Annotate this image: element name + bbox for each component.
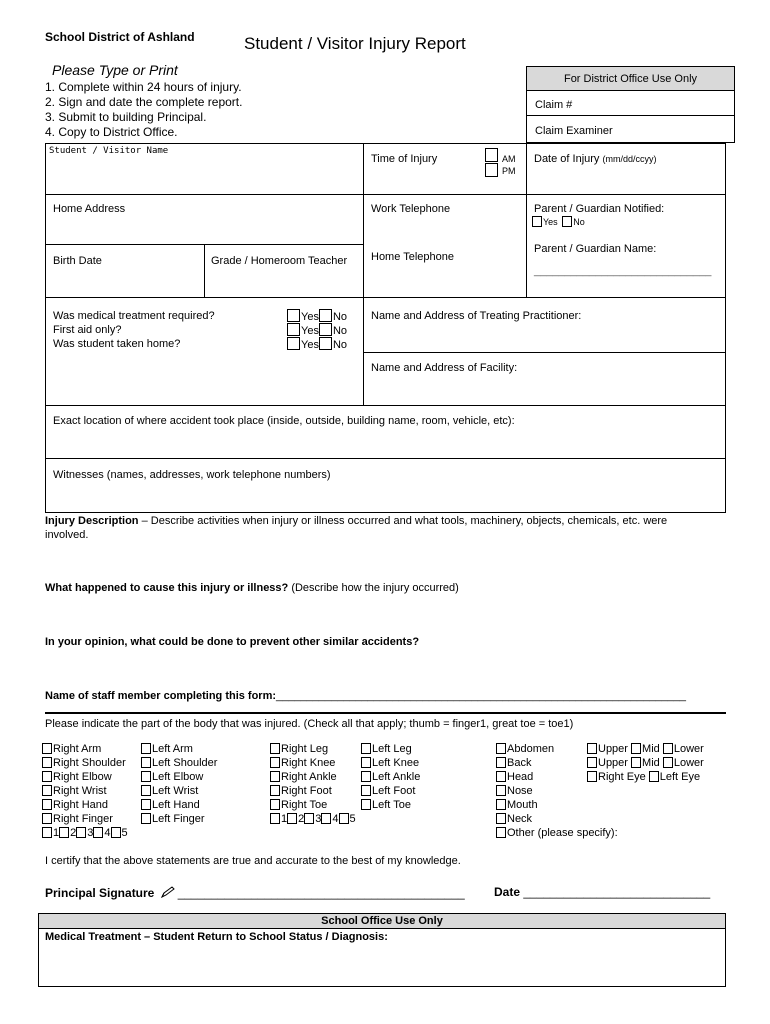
question-first-aid: First aid only? bbox=[53, 324, 122, 336]
work-phone-label[interactable]: Work Telephone bbox=[371, 203, 451, 215]
guardian-notified-label: Parent / Guardian Notified: bbox=[534, 203, 665, 215]
body-instruction: Please indicate the part of the body that was injured. (Check all that apply; thumb = finger1, great toe = toe1) bbox=[45, 718, 574, 730]
yes-label: Yes bbox=[301, 339, 319, 351]
checkbox[interactable] bbox=[663, 757, 673, 768]
injury-description[interactable]: Injury Description – Describe activities when injury or illness occurred and what tools, machinery, objects, chemicals, etc. were bbox=[45, 515, 668, 527]
firstaid-yes-checkbox[interactable] bbox=[287, 323, 300, 336]
takenhome-yes-checkbox[interactable] bbox=[287, 337, 300, 350]
body-col-right-arm bbox=[42, 742, 128, 840]
checkbox[interactable] bbox=[361, 757, 371, 768]
cause-question[interactable]: What happened to cause this injury or illness? (Describe how the injury occurred) bbox=[45, 582, 459, 594]
body-part-item[interactable]: Right Ankle bbox=[270, 770, 356, 784]
birth-date-label[interactable]: Birth Date bbox=[53, 255, 102, 267]
medical-yes-checkbox[interactable] bbox=[287, 309, 300, 322]
body-part-item[interactable]: Left Elbow bbox=[141, 770, 217, 784]
body-part-item[interactable]: Right Arm bbox=[42, 742, 128, 756]
claim-number-label[interactable]: Claim # bbox=[535, 99, 573, 111]
guardian-no-checkbox[interactable] bbox=[562, 216, 572, 227]
signature-row bbox=[45, 886, 465, 899]
checkbox[interactable] bbox=[111, 827, 121, 838]
staff-member[interactable]: Name of staff member completing this form:___________________________________________________________________ bbox=[45, 690, 686, 702]
body-part-item[interactable]: Left Arm bbox=[141, 742, 217, 756]
guardian-name-label[interactable]: Parent / Guardian Name: bbox=[534, 243, 657, 255]
checkbox[interactable] bbox=[76, 827, 86, 838]
checkbox[interactable] bbox=[496, 743, 506, 754]
body-part-item[interactable]: Left Shoulder bbox=[141, 756, 217, 770]
district-office-heading: For District Office Use Only bbox=[563, 73, 698, 85]
checkbox[interactable] bbox=[141, 757, 151, 768]
firstaid-no-checkbox[interactable] bbox=[319, 323, 332, 336]
checkbox[interactable] bbox=[631, 743, 641, 754]
checkbox[interactable] bbox=[141, 813, 151, 824]
checkbox[interactable] bbox=[361, 785, 371, 796]
body-part-item[interactable]: Left Finger bbox=[141, 812, 217, 826]
district-name: School District of Ashland bbox=[45, 30, 195, 44]
checkbox[interactable] bbox=[496, 799, 506, 810]
guardian-no-label: No bbox=[573, 217, 585, 227]
body-part-item[interactable]: Right Hand bbox=[42, 798, 128, 812]
body-part-item[interactable]: Other (please specify): bbox=[496, 826, 618, 840]
yes-label: Yes bbox=[301, 311, 319, 323]
report-title: Student / Visitor Injury Report bbox=[244, 34, 466, 53]
checkbox[interactable] bbox=[287, 813, 297, 824]
checkbox[interactable] bbox=[141, 785, 151, 796]
medical-no-checkbox[interactable] bbox=[319, 309, 332, 322]
toe-numbers: 1 2 3 4 5 bbox=[270, 812, 356, 826]
body-part-item[interactable]: Left Foot bbox=[361, 784, 420, 798]
back-region: Upper Mid Lower bbox=[587, 756, 704, 770]
checkbox[interactable] bbox=[42, 743, 52, 754]
instruction-2: 2. Sign and date the complete report. bbox=[45, 95, 243, 109]
am-label: AM bbox=[502, 154, 516, 164]
body-col-right-leg bbox=[270, 742, 356, 826]
takenhome-yes-no bbox=[287, 337, 347, 351]
body-part-item[interactable]: Left Toe bbox=[361, 798, 420, 812]
district-office-box bbox=[526, 66, 735, 143]
body-part-item[interactable]: Head bbox=[496, 770, 618, 784]
checkbox[interactable] bbox=[270, 785, 280, 796]
body-part-item[interactable]: Right Elbow bbox=[42, 770, 128, 784]
checkbox[interactable] bbox=[361, 743, 371, 754]
checkbox[interactable] bbox=[42, 785, 52, 796]
body-part-item[interactable]: Right Leg bbox=[270, 742, 356, 756]
body-part-item[interactable]: Right Wrist bbox=[42, 784, 128, 798]
no-label: No bbox=[332, 311, 348, 323]
yes-label: Yes bbox=[301, 325, 319, 337]
checkbox[interactable] bbox=[270, 799, 280, 810]
checkbox[interactable] bbox=[42, 799, 52, 810]
medical-treatment-label[interactable]: Medical Treatment – Student Return to School Status / Diagnosis: bbox=[45, 931, 388, 943]
body-part-item[interactable]: Right Shoulder bbox=[42, 756, 128, 770]
date-row bbox=[494, 886, 710, 898]
checkbox[interactable] bbox=[270, 771, 280, 782]
checkbox[interactable] bbox=[42, 813, 52, 824]
abdomen-region: Upper Mid Lower bbox=[587, 742, 704, 756]
body-col-left-arm bbox=[141, 742, 217, 826]
checkbox[interactable] bbox=[496, 827, 506, 838]
practitioner-label[interactable]: Name and Address of Treating Practitioner: bbox=[371, 310, 582, 322]
certify-statement: I certify that the above statements are true and accurate to the best of my knowledge. bbox=[45, 855, 461, 867]
medical-yes-no bbox=[287, 309, 347, 323]
eye-region: Right Eye Left Eye bbox=[587, 770, 704, 784]
body-col-region bbox=[587, 742, 704, 784]
instruction-3: 3. Submit to building Principal. bbox=[45, 110, 207, 124]
checkbox[interactable] bbox=[270, 813, 280, 824]
checkbox[interactable] bbox=[42, 771, 52, 782]
school-office-heading: School Office Use Only bbox=[321, 915, 443, 927]
instruction-4: 4. Copy to District Office. bbox=[45, 125, 178, 139]
checkbox[interactable] bbox=[141, 799, 151, 810]
signature-line[interactable]: ___________________________________________ bbox=[177, 886, 465, 900]
checkbox[interactable] bbox=[42, 757, 52, 768]
claim-examiner-label[interactable]: Claim Examiner bbox=[535, 125, 613, 137]
no-label: No bbox=[332, 339, 348, 351]
date-label[interactable]: Date of Injury (mm/dd/ccyy) bbox=[534, 153, 657, 165]
checkbox[interactable] bbox=[270, 743, 280, 754]
date-signed-line[interactable]: ____________________________ bbox=[523, 885, 711, 899]
pm-label: PM bbox=[502, 166, 516, 176]
body-part-item[interactable]: Right Foot bbox=[270, 784, 356, 798]
body-part-item[interactable]: Back bbox=[496, 756, 618, 770]
checkbox[interactable] bbox=[42, 827, 52, 838]
date-signed-label: Date bbox=[494, 885, 521, 899]
checkbox[interactable] bbox=[663, 743, 673, 754]
home-phone-label[interactable]: Home Telephone bbox=[371, 251, 454, 263]
body-part-item[interactable]: Mouth bbox=[496, 798, 618, 812]
checkbox[interactable] bbox=[141, 743, 151, 754]
checkbox[interactable] bbox=[361, 799, 371, 810]
takenhome-no-checkbox[interactable] bbox=[319, 337, 332, 350]
checkbox[interactable] bbox=[321, 813, 331, 824]
checkbox[interactable] bbox=[587, 771, 597, 782]
school-office-box bbox=[38, 913, 726, 987]
instructions-heading: Please Type or Print bbox=[52, 62, 178, 78]
checkbox[interactable] bbox=[649, 771, 659, 782]
checkbox[interactable] bbox=[587, 743, 597, 754]
witnesses-label[interactable]: Witnesses (names, addresses, work telephone numbers) bbox=[53, 469, 331, 481]
guardian-yes-label: Yes bbox=[543, 217, 558, 227]
checkbox[interactable] bbox=[304, 813, 314, 824]
injury-description-line2: involved. bbox=[45, 529, 89, 541]
section-divider bbox=[45, 712, 726, 714]
body-part-item[interactable]: Left Leg bbox=[361, 742, 420, 756]
checkbox[interactable] bbox=[587, 757, 597, 768]
checkbox[interactable] bbox=[339, 813, 349, 824]
no-label: No bbox=[332, 325, 348, 337]
firstaid-yes-no bbox=[287, 323, 347, 337]
checkbox[interactable] bbox=[93, 827, 103, 838]
guardian-yes-checkbox[interactable] bbox=[532, 216, 542, 227]
body-part-item[interactable]: Neck bbox=[496, 812, 618, 826]
body-part-item[interactable]: Right Toe bbox=[270, 798, 356, 812]
checkbox[interactable] bbox=[141, 771, 151, 782]
body-part-item[interactable]: Left Hand bbox=[141, 798, 217, 812]
pm-checkbox[interactable] bbox=[485, 163, 499, 178]
facility-label[interactable]: Name and Address of Facility: bbox=[371, 362, 518, 374]
body-part-item[interactable]: Nose bbox=[496, 784, 618, 798]
body-col-left-leg bbox=[361, 742, 420, 812]
am-checkbox[interactable] bbox=[485, 148, 499, 163]
body-part-item[interactable]: Right Knee bbox=[270, 756, 356, 770]
guardian-notified-options bbox=[532, 216, 585, 227]
checkbox[interactable] bbox=[496, 813, 506, 824]
location-label[interactable]: Exact location of where accident took place (inside, outside, building name, room, vehicle, etc): bbox=[53, 415, 515, 427]
body-part-item[interactable]: Left Wrist bbox=[141, 784, 217, 798]
checkbox[interactable] bbox=[361, 771, 371, 782]
body-part-item[interactable]: Right Finger bbox=[42, 812, 128, 826]
home-address-label[interactable]: Home Address bbox=[53, 203, 126, 215]
checkbox[interactable] bbox=[270, 757, 280, 768]
finger-numbers: 1 2 3 4 5 bbox=[42, 826, 128, 840]
question-taken-home: Was student taken home? bbox=[53, 338, 181, 350]
checkbox[interactable] bbox=[59, 827, 69, 838]
checkbox[interactable] bbox=[496, 785, 506, 796]
grade-label[interactable]: Grade / Homeroom Teacher bbox=[211, 255, 348, 267]
guardian-name-line[interactable]: _____________________________ bbox=[534, 265, 712, 277]
question-medical: Was medical treatment required? bbox=[53, 310, 215, 322]
checkbox[interactable] bbox=[631, 757, 641, 768]
body-part-item[interactable]: Left Knee bbox=[361, 756, 420, 770]
time-label[interactable]: Time of Injury bbox=[371, 153, 438, 165]
pen-icon bbox=[160, 886, 176, 898]
signature-label: Principal Signature bbox=[45, 886, 155, 900]
instruction-1: 1. Complete within 24 hours of injury. bbox=[45, 80, 242, 94]
prevent-question[interactable]: In your opinion, what could be done to prevent other similar accidents? bbox=[45, 636, 420, 648]
name-label[interactable]: Student / Visitor Name bbox=[49, 146, 169, 156]
checkbox[interactable] bbox=[496, 771, 506, 782]
checkbox[interactable] bbox=[496, 757, 506, 768]
body-part-item[interactable]: Abdomen bbox=[496, 742, 618, 756]
body-part-item[interactable]: Left Ankle bbox=[361, 770, 420, 784]
